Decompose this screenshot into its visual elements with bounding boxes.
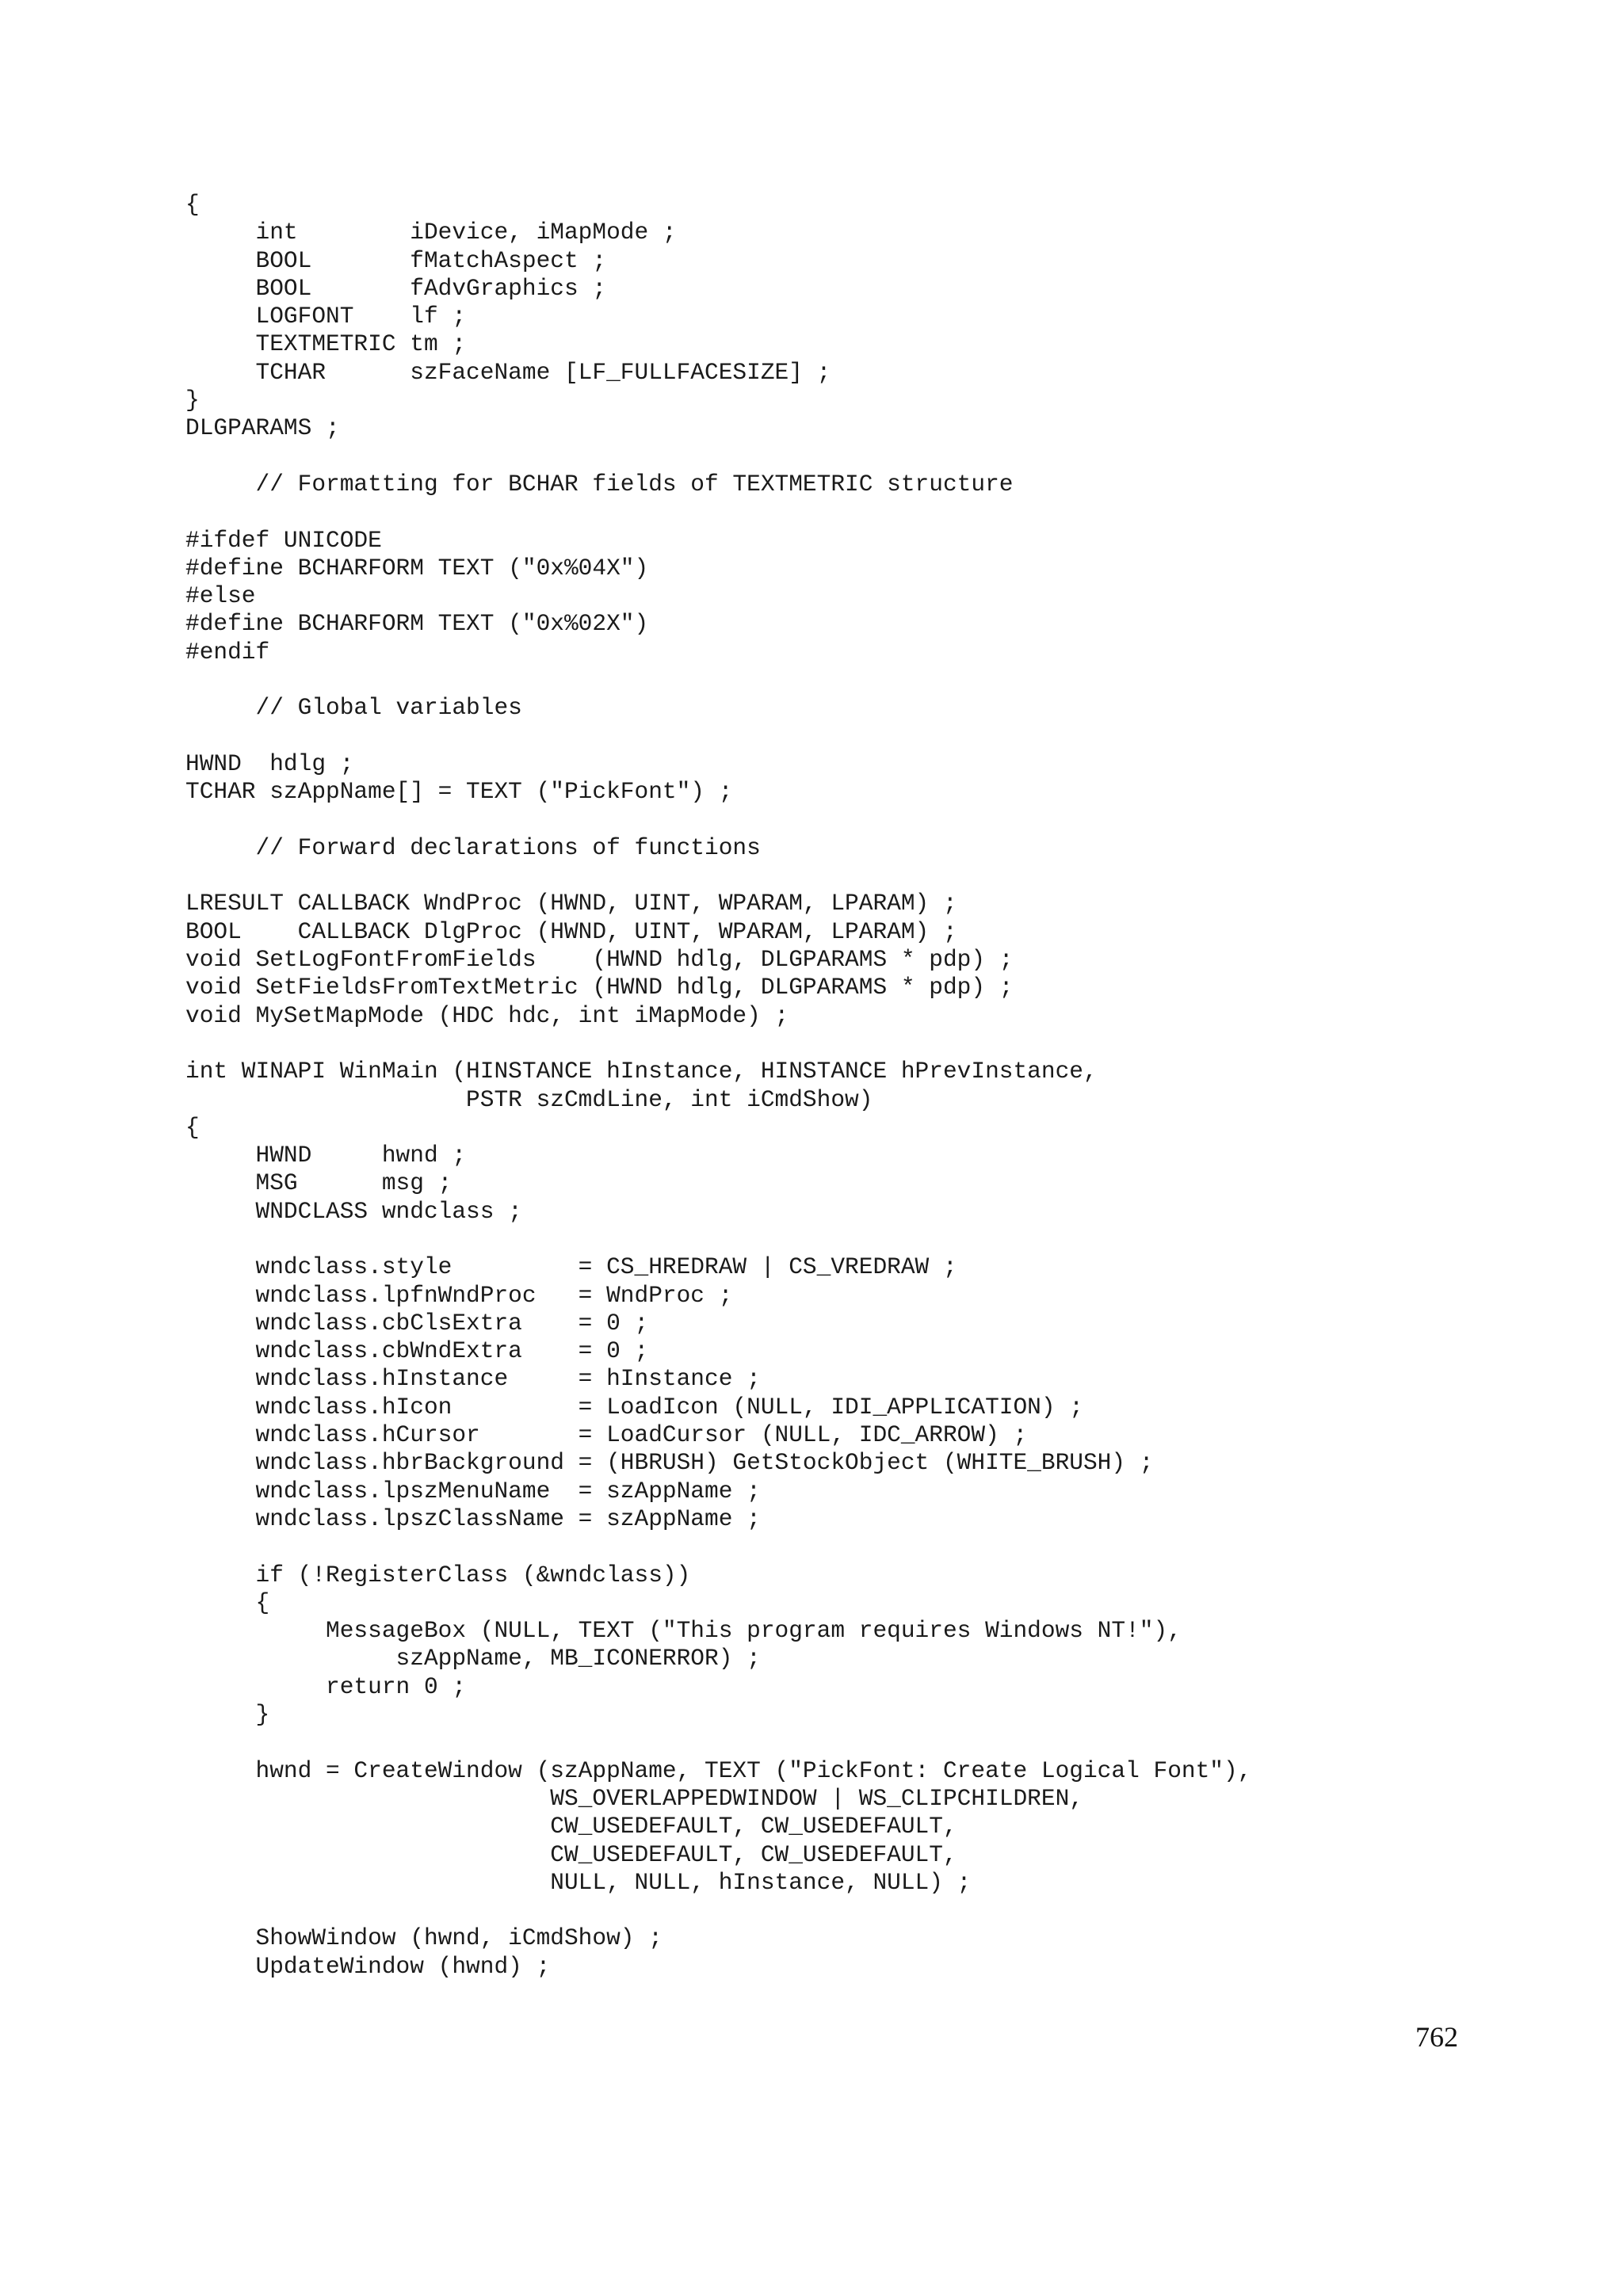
code-line: HWND hdlg ;: [185, 749, 354, 777]
code-line: {: [185, 1589, 270, 1616]
code-line: void MySetMapMode (HDC hdc, int iMapMode) ;: [185, 1001, 789, 1029]
code-line: wndclass.hIcon = LoadIcon (NULL, IDI_APPLICATION) ;: [185, 1393, 1083, 1421]
code-line: [185, 498, 1251, 526]
code-line: LRESULT CALLBACK WndProc (HWND, UINT, WPARAM, LPARAM) ;: [185, 890, 957, 917]
code-line: TCHAR szAppName[] = TEXT ("PickFont") ;: [185, 778, 733, 806]
code-line: wndclass.hCursor = LoadCursor (NULL, IDC_ARROW) ;: [185, 1421, 1028, 1449]
code-line: [185, 807, 1251, 834]
code-line: int WINAPI WinMain (HINSTANCE hInstance, HINSTANCE hPrevInstance,: [185, 1058, 1098, 1085]
code-line: WNDCLASS wndclass ;: [185, 1197, 522, 1225]
code-line: CW_USEDEFAULT, CW_USEDEFAULT,: [185, 1840, 957, 1868]
code-line: wndclass.cbClsExtra = 0 ;: [185, 1309, 649, 1337]
code-listing: [185, 191, 1251, 1981]
code-line: #else: [185, 582, 256, 610]
code-line: [185, 723, 1251, 750]
code-line: MSG msg ;: [185, 1169, 453, 1197]
code-line: TCHAR szFaceName [LF_FULLFACESIZE] ;: [185, 358, 831, 386]
code-line: wndclass.lpfnWndProc = WndProc ;: [185, 1281, 733, 1309]
code-line: [185, 666, 1251, 694]
code-line: wndclass.hbrBackground = (HBRUSH) GetStockObject (WHITE_BRUSH) ;: [185, 1449, 1154, 1477]
code-line: // Global variables: [185, 694, 522, 722]
code-line: hwnd = CreateWindow (szAppName, TEXT ("PickFont: Create Logical Font"),: [185, 1756, 1252, 1784]
code-line: wndclass.hInstance = hInstance ;: [185, 1365, 761, 1393]
code-line: #define BCHARFORM TEXT ("0x%02X"): [185, 610, 649, 638]
code-line: wndclass.lpszClassName = szAppName ;: [185, 1505, 761, 1532]
code-line: // Forward declarations of functions: [185, 833, 761, 861]
code-line: #endif: [185, 638, 270, 666]
code-line: LOGFONT lf ;: [185, 303, 467, 330]
code-line: // Formatting for BCHAR fields of TEXTMETRIC structure: [185, 470, 1014, 498]
code-line: ShowWindow (hwnd, iCmdShow) ;: [185, 1924, 663, 1952]
code-line: TEXTMETRIC tm ;: [185, 330, 467, 358]
code-line: BOOL fAdvGraphics ;: [185, 274, 607, 302]
code-line: PSTR szCmdLine, int iCmdShow): [185, 1085, 873, 1113]
code-line: BOOL CALLBACK DlgProc (HWND, UINT, WPARAM, LPARAM) ;: [185, 917, 957, 945]
code-line: wndclass.lpszMenuName = szAppName ;: [185, 1477, 761, 1505]
code-line: return 0 ;: [185, 1672, 467, 1700]
code-line: BOOL fMatchAspect ;: [185, 246, 607, 274]
code-line: if (!RegisterClass (&wndclass)): [185, 1561, 691, 1589]
code-line: WS_OVERLAPPEDWINDOW | WS_CLIPCHILDREN,: [185, 1784, 1083, 1812]
code-line: CW_USEDEFAULT, CW_USEDEFAULT,: [185, 1813, 957, 1840]
code-line: {: [185, 1113, 200, 1141]
page-number: 762: [1415, 2021, 1458, 2053]
code-line: szAppName, MB_ICONERROR) ;: [185, 1645, 761, 1672]
code-line: [185, 443, 1251, 471]
code-line: {: [185, 191, 200, 218]
code-line: [185, 1533, 1251, 1561]
code-line: }: [185, 387, 200, 414]
code-line: [185, 1897, 1251, 1924]
code-line: MessageBox (NULL, TEXT ("This program requires Windows NT!"),: [185, 1617, 1182, 1645]
code-line: }: [185, 1701, 270, 1729]
code-line: DLGPARAMS ;: [185, 414, 340, 442]
code-line: HWND hwnd ;: [185, 1142, 467, 1169]
code-line: [185, 1030, 1251, 1058]
code-line: int iDevice, iMapMode ;: [185, 219, 677, 246]
code-line: void SetFieldsFromTextMetric (HWND hdlg, DLGPARAMS * pdp) ;: [185, 974, 1014, 1001]
code-line: wndclass.style = CS_HREDRAW | CS_VREDRAW ;: [185, 1253, 957, 1281]
code-line: [185, 862, 1251, 890]
code-line: [185, 1226, 1251, 1253]
code-line: #define BCHARFORM TEXT ("0x%04X"): [185, 554, 649, 582]
code-line: NULL, NULL, hInstance, NULL) ;: [185, 1868, 972, 1896]
code-line: wndclass.cbWndExtra = 0 ;: [185, 1337, 649, 1365]
code-line: UpdateWindow (hwnd) ;: [185, 1952, 551, 1980]
code-line: void SetLogFontFromFields (HWND hdlg, DLGPARAMS * pdp) ;: [185, 946, 1014, 974]
code-line: [185, 1729, 1251, 1756]
code-line: #ifdef UNICODE: [185, 526, 382, 554]
